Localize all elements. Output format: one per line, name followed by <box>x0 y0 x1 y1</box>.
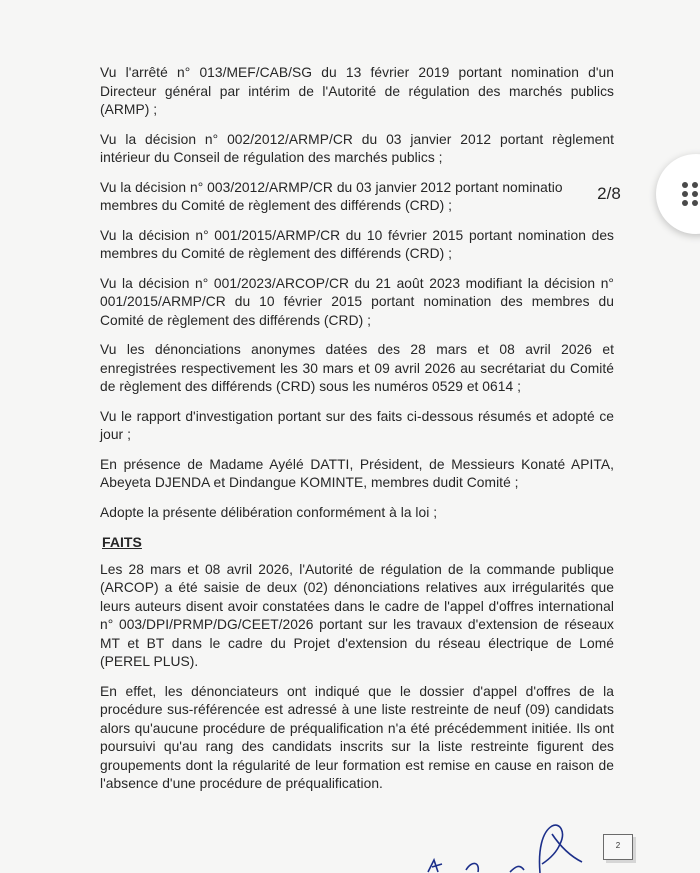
paragraph-rapport: Vu le rapport d'investigation portant sur des faits ci-dessous résumés et adopté ce jour ; <box>100 408 614 442</box>
paragraph-decision-001-2023: Vu la décision n° 001/2023/ARCOP/CR du 21 août 2023 modifiant la décision n° 001/2015/ARMP/CR du 10 février 2015 portant nomination des membres du Comité de règlement des différends (CRD) ; <box>100 275 614 328</box>
more-dots-icon <box>682 182 700 208</box>
paragraph-adopte: Adopte la présente délibération conformément à la loi ; <box>100 504 438 520</box>
paragraph-decision-001-2015: Vu la décision n° 001/2015/ARMP/CR du 10 février 2015 portant nomination des membres du Comité de règlement des différends (CRD) ; <box>100 227 614 261</box>
more-options-button[interactable] <box>656 154 700 234</box>
paragraph-decision-002-2012: Vu la décision n° 002/2012/ARMP/CR du 03 janvier 2012 portant règlement intérieur du Conseil de régulation des marchés publics ; <box>100 131 614 165</box>
paragraph-faits-2: En effet, les dénonciateurs ont indiqué que le dossier d'appel d'offres de la procédure sus-référencée est adressé à une liste restreinte de neuf (09) candidats alors qu'aucune procédure de préqualification n'a été précédemment initiée. Ils ont poursuivi qu'au rang des candidats inscrits sur la liste restreinte figurent des groupements dont la régularité de leur formation est remise en cause en raison de l'absence d'une procédure de préqualification. <box>100 683 614 791</box>
signature-icon <box>420 820 600 873</box>
paragraph-presence: En présence de Madame Ayélé DATTI, Président, de Messieurs Konaté APITA, Abeyeta DJENDA et Dindangue KOMINTE, membres dudit Comité ; <box>100 456 614 490</box>
paragraph-decision-003-2012: Vu la décision n° 003/2012/ARMP/CR du 03 janvier 2012 portant nominatio membres du Comité de règlement des différends (CRD) ; <box>100 179 563 213</box>
paragraph-denonciations: Vu les dénonciations anonymes datées des 28 mars et 08 avril 2026 et enregistrées respectivement les 30 mars et 09 avril 2026 au secrétariat du Comité de règlement des différends (CRD) sous les numéros 0529 et 0614 ; <box>100 342 614 394</box>
page-number-box: 2 <box>603 834 633 860</box>
document-body <box>100 64 614 805</box>
paragraph-faits-1: Les 28 mars et 08 avril 2026, l'Autorité de régulation de la commande publique (ARCOP) a été saisie de deux (02) dénonciations relatives aux irrégularités que leurs auteurs disent avoir constatées dans le cadre de l'appel d'offres international n° 003/DPI/PRMP/DG/CEET/2026 portant sur les travaux d'extension de réseaux MT et BT dans le cadre du Projet d'extension du réseau électrique de Lomé (PEREL PLUS). <box>100 561 614 669</box>
section-heading-faits: FAITS <box>102 534 142 550</box>
paragraph-arrete-013: Vu l'arrêté n° 013/MEF/CAB/SG du 13 février 2019 portant nomination d'un Directeur général par intérim de l'Autorité de régulation des marchés publics (ARMP) ; <box>100 65 614 117</box>
page-counter: 2/8 <box>577 177 641 211</box>
